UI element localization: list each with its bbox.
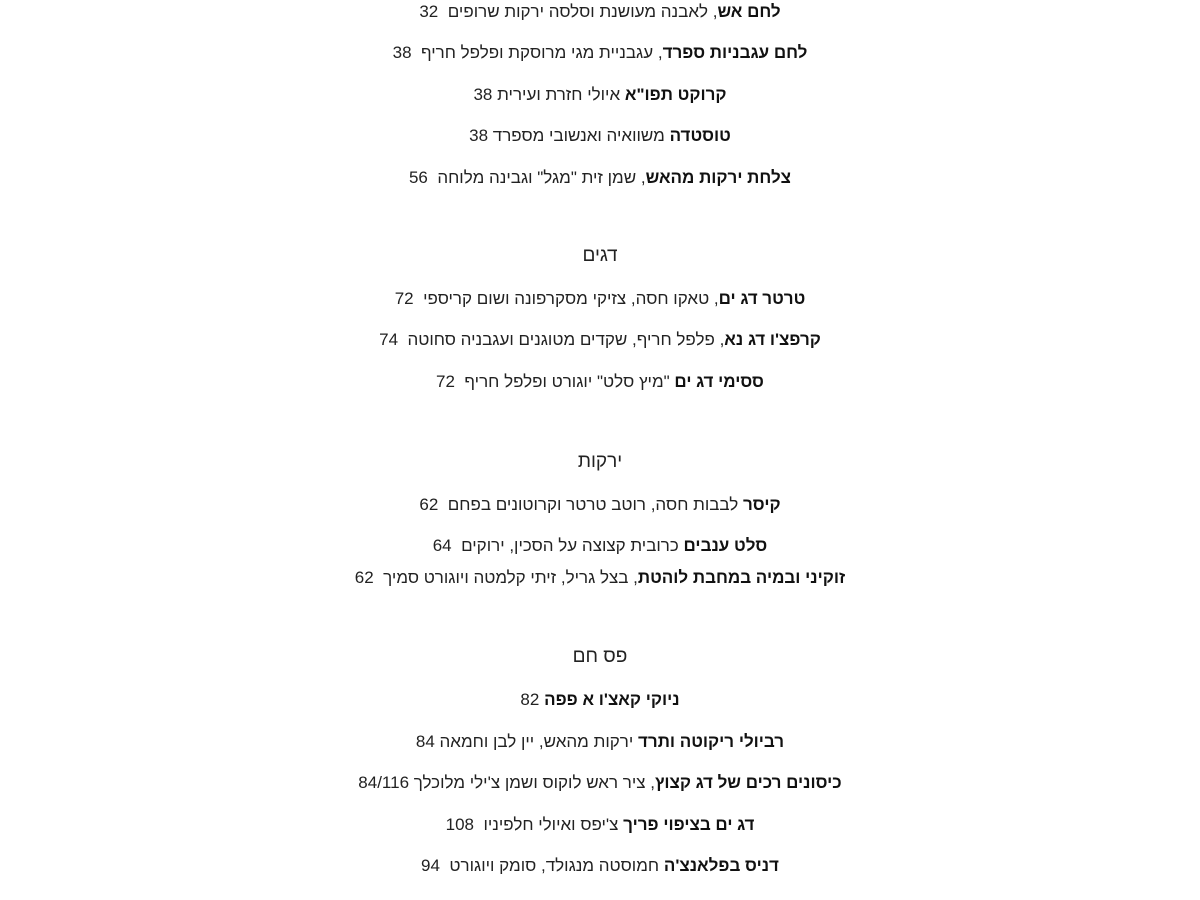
menu-item	[0, 814, 1200, 836]
item-description: עגבניית מגי מרוסקת ופלפל חריף	[421, 43, 654, 62]
item-name: כיסונים רכים של דג קצוץ	[654, 773, 842, 792]
item-price: 56	[408, 168, 428, 187]
item-price: 72	[394, 289, 414, 308]
menu-item	[0, 371, 1200, 393]
item-name: טרטר דג ים	[718, 289, 806, 308]
item-price: 74	[379, 330, 399, 349]
menu-item	[0, 494, 1200, 516]
item-description: טאקו חסה, צזיקי מסקרפונה ושום קריספי	[423, 289, 710, 308]
item-price: 62	[419, 495, 439, 514]
item-price: 38	[469, 126, 489, 145]
menu-item	[0, 731, 1200, 753]
item-separator: ,	[714, 330, 725, 349]
item-name: צלחת ירקות מהאש	[645, 168, 792, 187]
item-description: לאבנה מעושנת וסלסה ירקות שרופים	[447, 2, 708, 21]
section-heading: דגים	[582, 245, 618, 266]
item-description: צ'יפס ואיולי חלפיניו	[483, 815, 619, 834]
item-name: לחם עגבניות ספרד	[662, 43, 808, 62]
item-name: לחם אש	[717, 2, 781, 21]
item-price: 38	[473, 85, 493, 104]
item-separator: ,	[709, 289, 719, 308]
item-price: 64	[432, 536, 452, 555]
item-name: קרפצ'ו דג נא	[724, 330, 821, 349]
item-separator: ,	[636, 168, 646, 187]
item-description: ירקות מהאש, יין לבן וחמאה	[439, 732, 634, 751]
item-description: כרובית קצוצה על הסכין, ירוקים	[461, 536, 679, 555]
item-price: 94	[421, 856, 440, 875]
item-price: 32	[419, 2, 439, 21]
menu-item	[0, 689, 1200, 711]
item-name: דג ים בציפוי פריך	[623, 815, 755, 834]
section-heading: ירקות	[577, 451, 623, 472]
item-name: זוקיני ובמיה במחבת לוהטת	[637, 568, 846, 587]
menu-item	[0, 1, 1200, 23]
item-name: טוסטדה	[669, 126, 731, 145]
item-description: פלפל חריף, שקדים מטוגנים ועגבניה סחוטה	[407, 330, 715, 349]
item-description: לבבות חסה, רוטב טרטר וקרוטונים בפחם	[447, 495, 739, 514]
item-description: "מיץ סלט" יוגורט ופלפל חריף	[464, 372, 670, 391]
item-description: שמן זית "מגל" וגבינה מלוחה	[437, 168, 637, 187]
item-price: 82	[520, 690, 540, 709]
menu-item	[0, 567, 1200, 589]
menu-item	[0, 42, 1200, 64]
menu-item	[0, 855, 1200, 877]
item-price: 62	[354, 568, 374, 587]
item-name: סלט ענבים	[683, 536, 768, 555]
item-name: דניס בפלאנצ'ה	[663, 856, 779, 875]
item-separator: ,	[645, 773, 655, 792]
item-name: ניוקי קאצ'ו א פפה	[544, 690, 680, 709]
item-name: ססימי דג ים	[674, 372, 764, 391]
item-price: 84	[415, 732, 435, 751]
item-name: רביולי ריקוטה ותרד	[638, 732, 785, 751]
item-price: 108	[445, 815, 474, 834]
item-description: משוואיה ואנשובי מספרד	[492, 126, 665, 145]
menu-item	[0, 167, 1200, 189]
item-separator: ,	[628, 568, 638, 587]
section-heading: פס חם	[572, 646, 628, 667]
item-description: איולי חזרת ועירית	[497, 85, 621, 104]
item-separator: ,	[708, 2, 718, 21]
item-price: 72	[436, 372, 455, 391]
menu-item	[0, 535, 1200, 557]
item-name: קיסר	[743, 495, 781, 514]
menu-item	[0, 84, 1200, 106]
menu-item	[0, 329, 1200, 351]
item-description: ציר ראש לוקוס ושמן צ'ילי מלוכלך	[413, 773, 646, 792]
item-description: בצל גריל, זיתי קלמטה ויוגורט סמיך	[383, 568, 629, 587]
menu-item	[0, 772, 1200, 794]
item-price: 84/116	[358, 773, 410, 792]
menu-item	[0, 288, 1200, 310]
item-name: קרוקט תפו"א	[624, 85, 727, 104]
item-price: 38	[392, 43, 412, 62]
item-description: חמוסטה מנגולד, סומק ויוגורט	[449, 856, 660, 875]
item-separator: ,	[653, 43, 663, 62]
menu-item	[0, 125, 1200, 147]
